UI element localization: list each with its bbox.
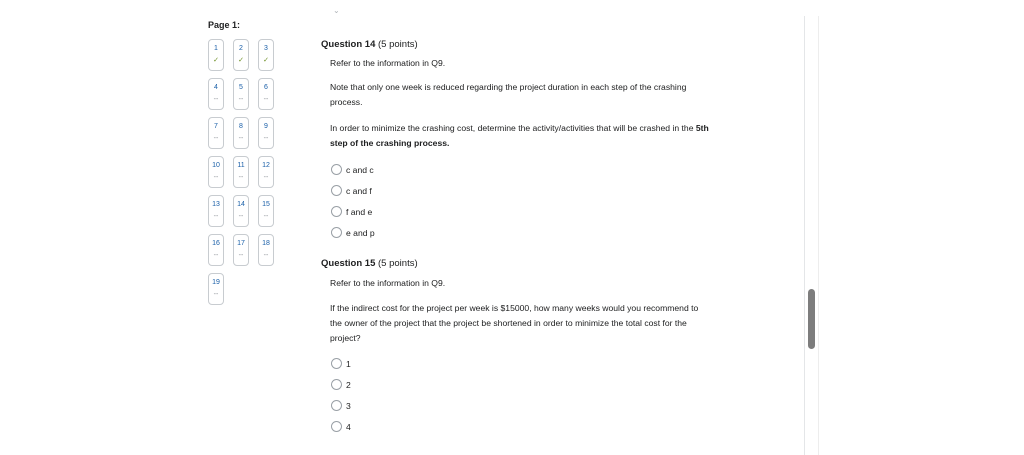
navigator-number: 8 <box>239 123 243 130</box>
radio-button[interactable] <box>331 400 342 411</box>
chevron-up-icon[interactable]: ⌄ <box>333 6 340 15</box>
unanswered-marker: -- <box>238 96 244 103</box>
navigator-number: 3 <box>264 45 268 52</box>
page-navigator-title: Page 1: <box>208 20 241 30</box>
question-14-reference: Refer to the information in Q9. <box>330 58 446 68</box>
unanswered-marker: -- <box>213 213 219 220</box>
option-label: 4 <box>346 421 351 432</box>
question-15-prompt: If the indirect cost for the project per week is $15000, how many weeks would you recommend to the owner of the project that the project be shortened in order to minimize the total cost for the project? <box>330 303 699 343</box>
navigator-number: 4 <box>214 84 218 91</box>
navigator-number: 16 <box>212 240 220 247</box>
unanswered-marker: -- <box>238 135 244 142</box>
unanswered-marker: -- <box>213 174 219 181</box>
question-14-prompt-text: In order to minimize the crashing cost, determine the activity/activities that will be crashed in the <box>330 123 696 133</box>
question-14-prompt <box>330 121 710 151</box>
question-15-title <box>321 258 418 269</box>
radio-button[interactable] <box>331 164 342 175</box>
navigator-question-11[interactable] <box>233 156 249 188</box>
question-14-option-2[interactable] <box>331 185 372 196</box>
question-15-points: (5 points) <box>378 258 418 269</box>
option-label: 2 <box>346 379 351 390</box>
option-label: e and p <box>346 227 375 238</box>
option-label: c and f <box>346 185 372 196</box>
navigator-question-18[interactable] <box>258 234 274 266</box>
content-divider <box>804 16 805 455</box>
question-15-option-1[interactable] <box>331 358 351 369</box>
navigator-number: 11 <box>237 162 245 169</box>
navigator-question-8[interactable] <box>233 117 249 149</box>
check-icon: ✓ <box>213 57 219 64</box>
navigator-question-5[interactable] <box>233 78 249 110</box>
unanswered-marker: -- <box>238 174 244 181</box>
unanswered-marker: -- <box>263 174 269 181</box>
navigator-question-19[interactable] <box>208 273 224 305</box>
question-14-option-1[interactable] <box>331 164 374 175</box>
question-14-heading: Question 14 <box>321 39 376 50</box>
radio-button[interactable] <box>331 185 342 196</box>
navigator-number: 10 <box>212 162 220 169</box>
question-15-heading: Question 15 <box>321 258 376 269</box>
navigator-question-7[interactable] <box>208 117 224 149</box>
unanswered-marker: -- <box>263 135 269 142</box>
radio-button[interactable] <box>331 379 342 390</box>
frame-divider <box>818 16 819 455</box>
option-label: 3 <box>346 400 351 411</box>
radio-button[interactable] <box>331 421 342 432</box>
unanswered-marker: -- <box>213 291 219 298</box>
check-icon: ✓ <box>263 57 269 64</box>
navigator-question-6[interactable] <box>258 78 274 110</box>
option-label: 1 <box>346 358 351 369</box>
question-14-points: (5 points) <box>378 39 418 50</box>
navigator-number: 18 <box>262 240 270 247</box>
question-14-option-3[interactable] <box>331 206 372 217</box>
check-icon: ✓ <box>238 57 244 64</box>
question-14-note: Note that only one week is reduced regarding the project duration in each step of the crashing process. <box>330 82 687 107</box>
navigator-number: 5 <box>239 84 243 91</box>
question-15-option-2[interactable] <box>331 379 351 390</box>
navigator-question-16[interactable] <box>208 234 224 266</box>
navigator-number: 9 <box>264 123 268 130</box>
navigator-question-15[interactable] <box>258 195 274 227</box>
radio-button[interactable] <box>331 206 342 217</box>
scrollbar-track[interactable] <box>806 16 818 455</box>
unanswered-marker: -- <box>213 252 219 259</box>
question-15-option-3[interactable] <box>331 400 351 411</box>
unanswered-marker: -- <box>213 135 219 142</box>
navigator-question-3[interactable] <box>258 39 274 71</box>
question-15-option-4[interactable] <box>331 421 351 432</box>
navigator-number: 14 <box>237 201 245 208</box>
navigator-question-17[interactable] <box>233 234 249 266</box>
unanswered-marker: -- <box>213 96 219 103</box>
question-14-title <box>321 39 418 50</box>
navigator-question-2[interactable] <box>233 39 249 71</box>
navigator-question-1[interactable] <box>208 39 224 71</box>
navigator-question-14[interactable] <box>233 195 249 227</box>
navigator-number: 2 <box>239 45 243 52</box>
unanswered-marker: -- <box>238 213 244 220</box>
question-14-option-4[interactable] <box>331 227 375 238</box>
unanswered-marker: -- <box>263 96 269 103</box>
unanswered-marker: -- <box>263 252 269 259</box>
navigator-number: 15 <box>262 201 270 208</box>
question-14-prompt-emphasis: 5th step of the crashing process. <box>330 123 709 148</box>
scrollbar-thumb[interactable] <box>808 289 815 349</box>
navigator-question-9[interactable] <box>258 117 274 149</box>
navigator-number: 17 <box>237 240 245 247</box>
radio-button[interactable] <box>331 227 342 238</box>
navigator-number: 12 <box>262 162 270 169</box>
navigator-question-13[interactable] <box>208 195 224 227</box>
navigator-number: 1 <box>214 45 218 52</box>
navigator-number: 6 <box>264 84 268 91</box>
navigator-question-10[interactable] <box>208 156 224 188</box>
navigator-number: 13 <box>212 201 220 208</box>
unanswered-marker: -- <box>238 252 244 259</box>
navigator-number: 7 <box>214 123 218 130</box>
navigator-number: 19 <box>212 279 220 286</box>
option-label: f and e <box>346 206 373 217</box>
navigator-question-12[interactable] <box>258 156 274 188</box>
question-15-reference: Refer to the information in Q9. <box>330 278 446 288</box>
navigator-question-4[interactable] <box>208 78 224 110</box>
radio-button[interactable] <box>331 358 342 369</box>
option-label: c and c <box>346 164 374 175</box>
unanswered-marker: -- <box>263 213 269 220</box>
